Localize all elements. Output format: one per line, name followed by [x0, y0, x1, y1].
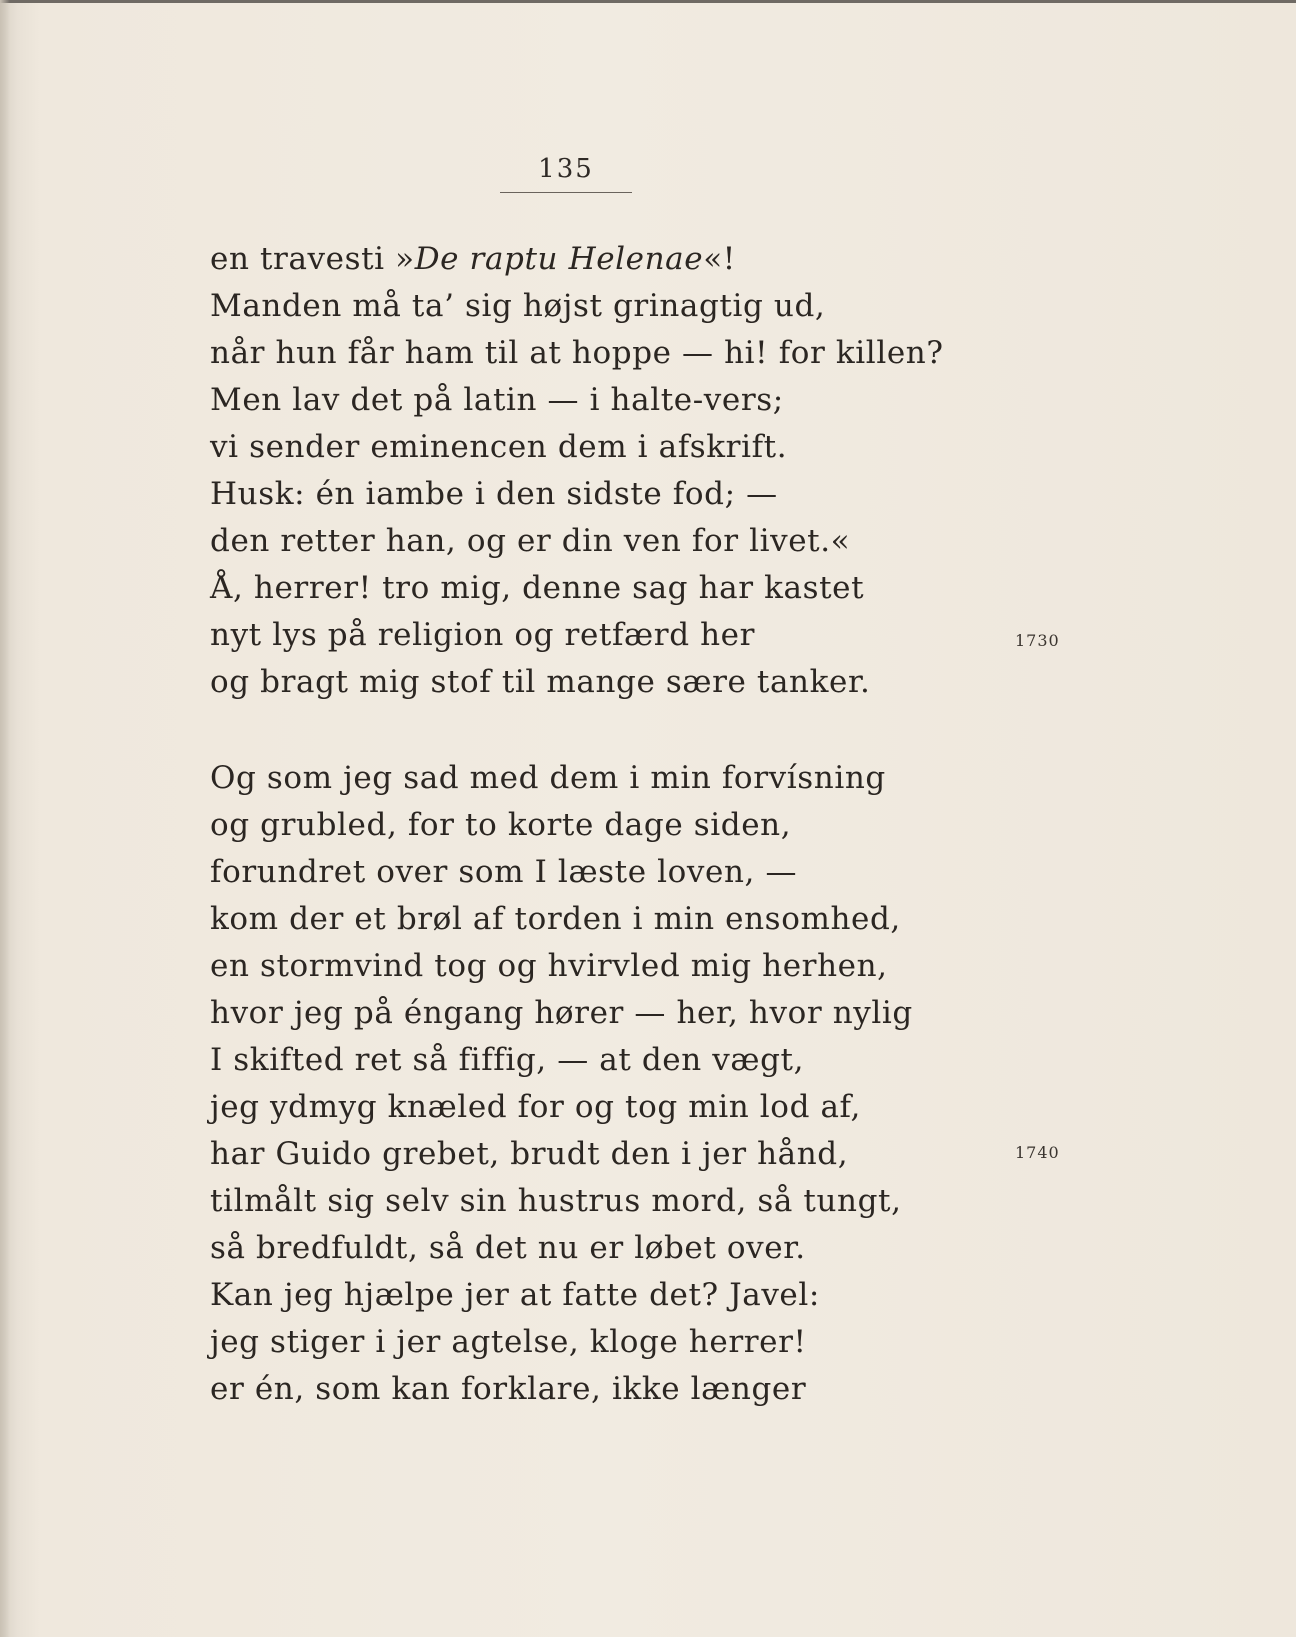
verse-line: I skifted ret så fiffig, — at den vægt, — [210, 1042, 805, 1078]
verse-line-text: en travesti » — [210, 241, 415, 277]
verse-line: Manden må ta’ sig højst grinagtig ud, — [210, 288, 826, 324]
stanza-2 — [210, 755, 970, 1413]
verse-line: og bragt mig stof til mange sære tanker. — [210, 664, 871, 700]
verse-line: når hun får ham til at hoppe — hi! for killen? — [210, 335, 944, 371]
verse-line: tilmålt sig selv sin hustrus mord, så tungt, — [210, 1183, 902, 1219]
verse-line: Men lav det på latin — i halte-vers; — [210, 382, 784, 418]
verse-line: er én, som kan forklare, ikke længer — [210, 1371, 807, 1407]
verse-line: jeg ydmyg knæled for og tog min lod af, — [210, 1089, 861, 1125]
verse-line: vi sender eminencen dem i afskrift. — [210, 429, 788, 465]
verse-line: og grubled, for to korte dage siden, — [210, 807, 792, 843]
line-number-1740: 1740 — [1015, 1143, 1060, 1162]
verse-line: har Guido grebet, brudt den i jer hånd, — [210, 1136, 849, 1172]
verse-line: Kan jeg hjælpe jer at fatte det? Javel: — [210, 1277, 820, 1313]
verse-line: kom der et brøl af torden i min ensomhed, — [210, 901, 901, 937]
page-number-rule — [500, 192, 632, 193]
verse-line — [210, 236, 970, 283]
verse-line-text: «! — [703, 241, 736, 277]
verse-line: den retter han, og er din ven for livet.« — [210, 523, 851, 559]
verse-line: en stormvind tog og hvirvled mig herhen, — [210, 948, 888, 984]
verse-line: Husk: én iambe i den sidste fod; — — [210, 476, 778, 512]
verse-line: forundret over som I læste loven, — — [210, 854, 798, 890]
verse-line: jeg stiger i jer agtelse, kloge herrer! — [210, 1324, 807, 1360]
spine-shadow — [0, 0, 10, 1637]
verse-line: Og som jeg sad med dem i min forvísning — [210, 760, 886, 796]
verse-line: hvor jeg på éngang hører — her, hvor nylig — [210, 995, 913, 1031]
verse-line: så bredfuldt, så det nu er løbet over. — [210, 1230, 806, 1266]
page-number: 135 — [538, 154, 594, 184]
verse-line: Å, herrer! tro mig, denne sag har kastet — [210, 570, 865, 606]
verse-line: nyt lys på religion og retfærd her — [210, 617, 756, 653]
page-top-edge — [0, 0, 1296, 3]
latin-title: De raptu Helenae — [414, 241, 704, 277]
stanza-1 — [210, 236, 970, 706]
line-number-1730: 1730 — [1015, 631, 1060, 650]
